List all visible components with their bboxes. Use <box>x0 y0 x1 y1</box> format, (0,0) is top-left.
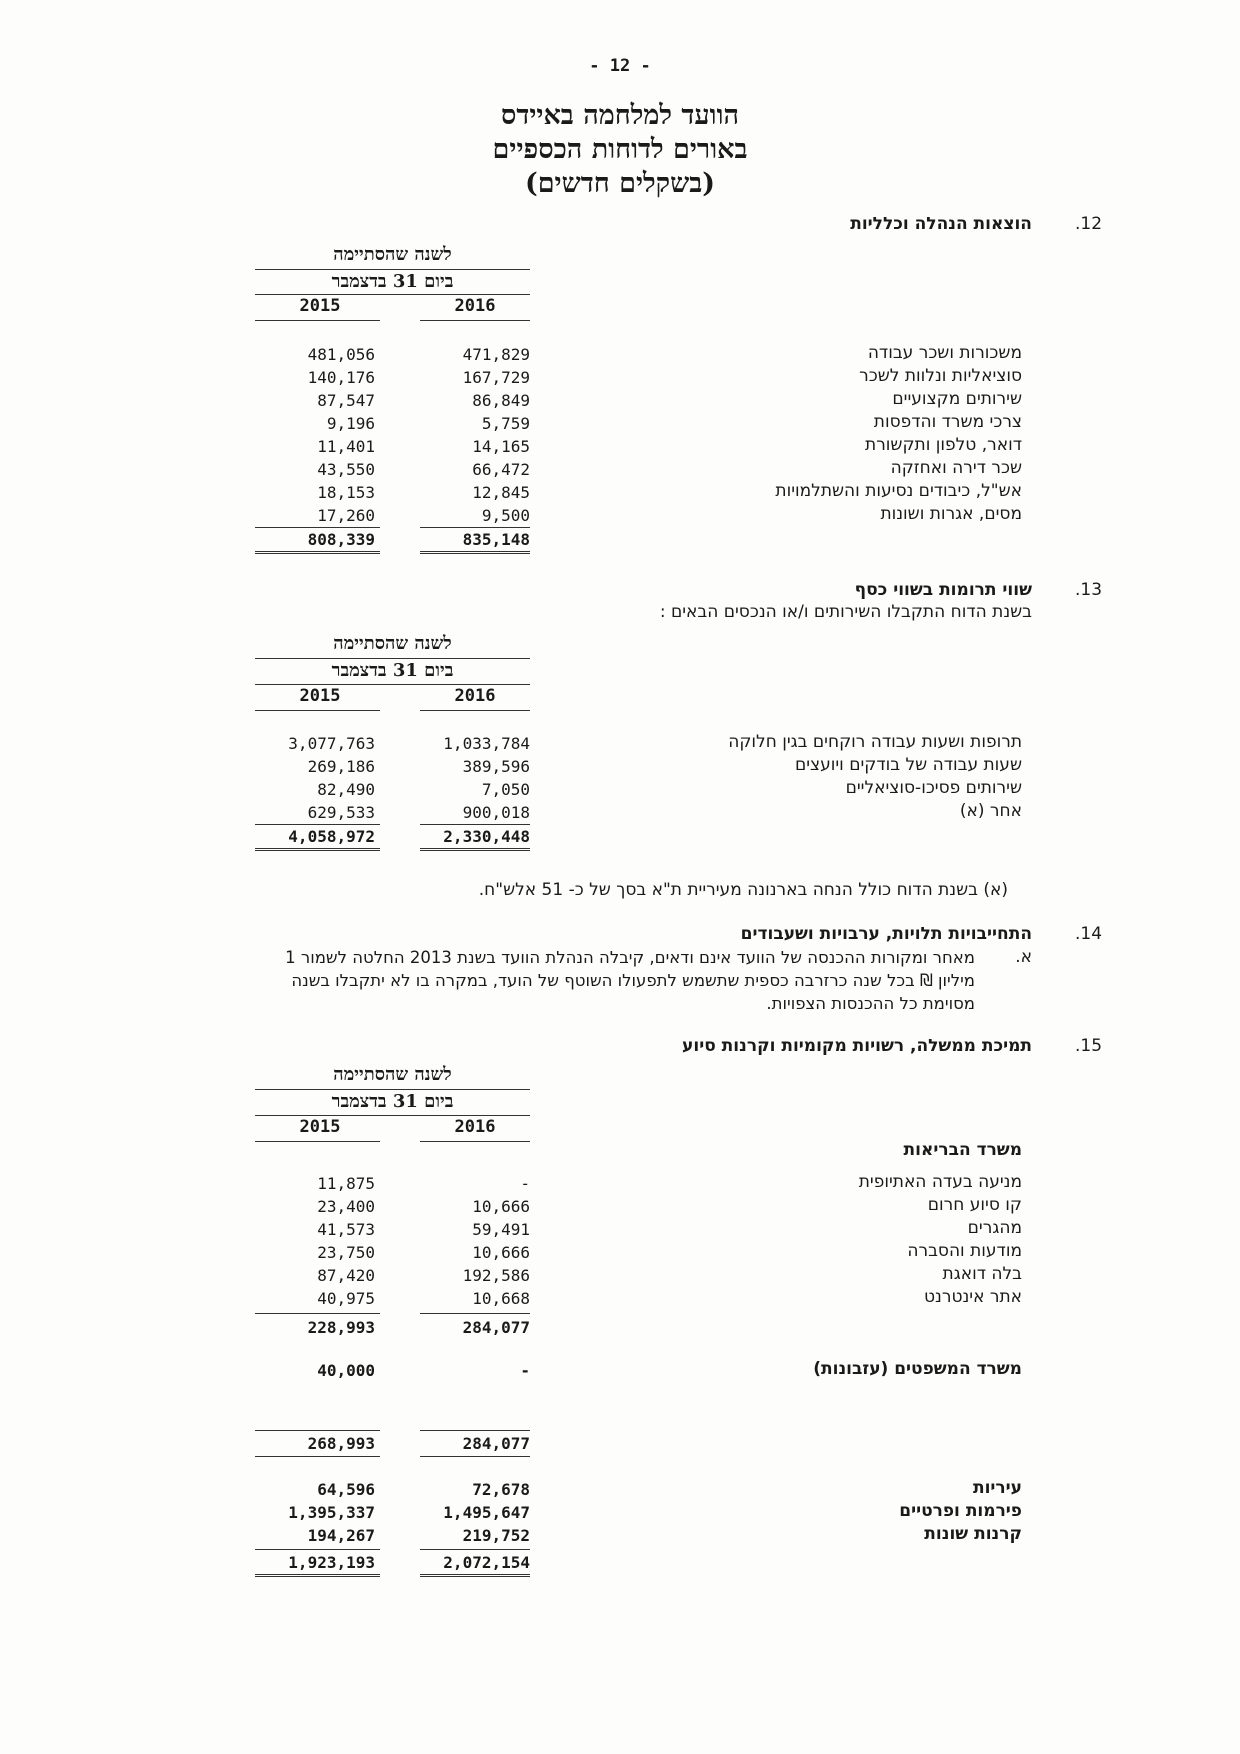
table-cell-2016: 900,018 <box>462 803 530 822</box>
section-14-number: .14 <box>1075 924 1103 944</box>
s15-sub2-underline-2016 <box>420 1456 530 1457</box>
s12-year-2015: 2015 <box>299 296 341 316</box>
table-row-label: מסים, אגרות ושונות <box>880 504 1022 524</box>
table-cell-2015: 23,750 <box>317 1243 375 1262</box>
table-cell-2016: 10,668 <box>472 1289 530 1308</box>
s15-header-rule <box>255 1089 530 1090</box>
s13-double-rule-2016 <box>420 848 530 851</box>
s12-year-rule-2016 <box>420 320 530 321</box>
table-cell-2016: 10,666 <box>472 1197 530 1216</box>
table-cell-2015: 140,176 <box>307 368 375 387</box>
table-cell-2016: 59,491 <box>472 1220 530 1239</box>
table-cell-2015: 87,420 <box>317 1266 375 1285</box>
table-cell-2015: 17,260 <box>317 506 375 525</box>
s13-year-2015: 2015 <box>299 686 341 706</box>
s15-justice-2016: - <box>520 1361 530 1380</box>
s15-period-header: לשנה שהסתיימה <box>333 1064 452 1085</box>
s12-period-header: לשנה שהסתיימה <box>333 244 452 265</box>
s15-justice-2015: 40,000 <box>317 1361 375 1380</box>
table-cell-2015: 40,975 <box>317 1289 375 1308</box>
table-cell-2015: 1,395,337 <box>288 1503 375 1522</box>
s15-year-rule-2015 <box>255 1141 380 1142</box>
table-cell-2015: 82,490 <box>317 780 375 799</box>
table-cell-2016: 14,165 <box>472 437 530 456</box>
s15-subtotal2-2015: 268,993 <box>307 1434 375 1453</box>
currency-note: (בשקלים חדשים) <box>524 168 716 199</box>
section-14-title: התחייבויות תלויות, ערבויות ושעבודים <box>740 924 1032 944</box>
table-cell-2016: 86,849 <box>472 391 530 410</box>
table-row-label: מודעות והסברה <box>907 1241 1022 1261</box>
s13-total-2016: 2,330,448 <box>443 827 530 846</box>
table-cell-2015: 3,077,763 <box>288 734 375 753</box>
table-cell-2016: 471,829 <box>462 345 530 364</box>
table-cell-2016: 1,495,647 <box>443 1503 530 1522</box>
section-14-line-1: מאחר ומקורות ההכנסה של הוועד אינם ודאים, קיבלה הנהלת הוועד בשנת 2013 החלטה לשמור 1 <box>285 948 975 967</box>
section-12-number: .12 <box>1075 214 1103 234</box>
s15-year-2016: 2016 <box>454 1117 496 1137</box>
s13-year-rule-2016 <box>420 710 530 711</box>
s12-total-2015: 808,339 <box>307 530 375 549</box>
table-cell-2016: 9,500 <box>481 506 530 525</box>
s15-total-2016: 2,072,154 <box>443 1553 530 1572</box>
s13-year-rule-2015 <box>255 710 380 711</box>
s12-double-rule-2016 <box>420 551 530 554</box>
table-row-label: אש"ל, כיבודים נסיעות והשתלמויות <box>775 481 1022 501</box>
table-cell-2016: 12,845 <box>472 483 530 502</box>
s13-date-header: ביום 31 בדצמבר <box>331 660 454 681</box>
table-cell-2016: - <box>520 1174 530 1193</box>
s15-sub2-underline-2015 <box>255 1456 380 1457</box>
s15-total-2015: 1,923,193 <box>288 1553 375 1572</box>
s12-header-rule <box>255 269 530 270</box>
table-cell-2016: 389,596 <box>462 757 530 776</box>
s15-year-2015: 2015 <box>299 1117 341 1137</box>
section-15-title: תמיכת ממשלה, רשויות מקומיות וקרנות סיוע <box>682 1036 1032 1056</box>
s15-total-rule-2016 <box>420 1549 530 1550</box>
section-14-line-2: מיליון ₪ בכל שנה כרזרבה כספית שתשמש לתפעולו השוטף של הועד, במקרה בו לא יתקבלו בשנה <box>291 971 975 990</box>
s15-group-justice-title: משרד המשפטים (עזבונות) <box>813 1359 1022 1379</box>
table-row-label: צרכי משרד והדפסות <box>873 412 1022 432</box>
table-row-label: דואר, טלפון ותקשורת <box>865 435 1022 455</box>
s15-year-rule-2016 <box>420 1141 530 1142</box>
s15-total-rule-2015 <box>255 1549 380 1550</box>
s15-subtotal2-2016: 284,077 <box>462 1434 530 1453</box>
section-13-number: .13 <box>1075 580 1103 600</box>
section-15-number: .15 <box>1075 1036 1103 1056</box>
s13-period-header: לשנה שהסתיימה <box>333 633 452 654</box>
section-14-line-3: מסוימת כל ההכנסות הצפויות. <box>766 994 975 1013</box>
table-cell-2015: 194,267 <box>307 1526 375 1545</box>
s13-total-rule-2016 <box>420 824 530 825</box>
s12-total-2016: 835,148 <box>462 530 530 549</box>
s12-year-rule-2015 <box>255 320 380 321</box>
s13-header-rule <box>255 658 530 659</box>
table-row-label: קרנות שונות <box>924 1524 1022 1544</box>
s15-date-header: ביום 31 בדצמבר <box>331 1091 454 1112</box>
table-cell-2016: 167,729 <box>462 368 530 387</box>
s12-year-2016: 2016 <box>454 296 496 316</box>
table-cell-2016: 72,678 <box>472 1480 530 1499</box>
table-cell-2015: 11,401 <box>317 437 375 456</box>
table-cell-2015: 9,196 <box>326 414 375 433</box>
s15-sub1-rule-2015 <box>255 1313 380 1314</box>
table-cell-2016: 192,586 <box>462 1266 530 1285</box>
s13-year-2016: 2016 <box>454 686 496 706</box>
s15-subtotal1-2016: 284,077 <box>462 1318 530 1337</box>
table-cell-2015: 11,875 <box>317 1174 375 1193</box>
table-cell-2016: 1,033,784 <box>443 734 530 753</box>
s12-total-rule-2015 <box>255 527 380 528</box>
s15-sub2-rule-2015 <box>255 1430 380 1431</box>
table-row-label: סוציאליות ונלוות לשכר <box>859 366 1022 386</box>
section-13-footnote: (א) בשנת הדוח כולל הנחה בארנונה מעיריית ת"א בסך של כ- 51 אלש"ח. <box>478 880 1008 900</box>
table-cell-2016: 66,472 <box>472 460 530 479</box>
table-row-label: עיריות <box>972 1478 1022 1498</box>
s12-date-rule <box>255 294 530 295</box>
table-cell-2015: 269,186 <box>307 757 375 776</box>
s15-double-rule-2015 <box>255 1574 380 1577</box>
table-cell-2016: 10,666 <box>472 1243 530 1262</box>
table-cell-2015: 23,400 <box>317 1197 375 1216</box>
s15-sub2-rule-2016 <box>420 1430 530 1431</box>
table-row-label: שירותים מקצועיים <box>892 389 1022 409</box>
table-row-label: מהגרים <box>967 1218 1022 1238</box>
table-row-label: פירמות ופרטיים <box>899 1501 1022 1521</box>
table-row-label: תרופות ושעות עבודה רוקחים בגין חלוקה <box>728 732 1022 752</box>
s15-subtotal1-2015: 228,993 <box>307 1318 375 1337</box>
table-cell-2015: 87,547 <box>317 391 375 410</box>
table-row-label: שעות עבודה של בודקים ויועצים <box>794 755 1022 775</box>
s12-date-header: ביום 31 בדצמבר <box>331 271 454 292</box>
section-13-title: שווי תרומות בשווי כסף <box>854 580 1032 600</box>
s13-total-rule-2015 <box>255 824 380 825</box>
table-cell-2015: 64,596 <box>317 1480 375 1499</box>
table-row-label: קו סיוע חרום <box>927 1195 1022 1215</box>
table-row-label: משכורות ושכר עבודה <box>867 343 1022 363</box>
table-cell-2015: 41,573 <box>317 1220 375 1239</box>
page-number: - 12 - <box>589 56 651 76</box>
s13-double-rule-2015 <box>255 848 380 851</box>
s15-sub1-rule-2016 <box>420 1313 530 1314</box>
section-12-title: הוצאות הנהלה וכלליות <box>850 214 1032 234</box>
report-title: באורים לדוחות הכספיים <box>492 134 748 165</box>
table-cell-2015: 481,056 <box>307 345 375 364</box>
section-14-item-letter: א. <box>1015 947 1032 967</box>
s12-total-rule-2016 <box>420 527 530 528</box>
table-cell-2015: 629,533 <box>307 803 375 822</box>
table-row-label: בלה דואגת <box>942 1264 1022 1284</box>
table-cell-2016: 7,050 <box>481 780 530 799</box>
table-row-label: מניעה בעדה האתיופית <box>858 1172 1022 1192</box>
s13-total-2015: 4,058,972 <box>288 827 375 846</box>
section-13-intro: בשנת הדוח התקבלו השירותים ו/או הנכסים הבאים : <box>659 602 1032 622</box>
org-title: הוועד למלחמה באיידס <box>500 100 740 131</box>
s15-date-rule <box>255 1115 530 1116</box>
table-cell-2016: 5,759 <box>481 414 530 433</box>
table-row-label: אחר (א) <box>959 801 1022 821</box>
table-row-label: שכר דירה ואחזקה <box>890 458 1022 478</box>
table-cell-2016: 219,752 <box>462 1526 530 1545</box>
table-row-label: שירותים פסיכו-סוציאליים <box>845 778 1022 798</box>
s12-double-rule-2015 <box>255 551 380 554</box>
s15-group-health-title: משרד הבריאות <box>903 1140 1022 1160</box>
table-cell-2015: 18,153 <box>317 483 375 502</box>
table-cell-2015: 43,550 <box>317 460 375 479</box>
s15-double-rule-2016 <box>420 1574 530 1577</box>
s13-date-rule <box>255 684 530 685</box>
table-row-label: אתר אינטרנט <box>924 1287 1022 1307</box>
